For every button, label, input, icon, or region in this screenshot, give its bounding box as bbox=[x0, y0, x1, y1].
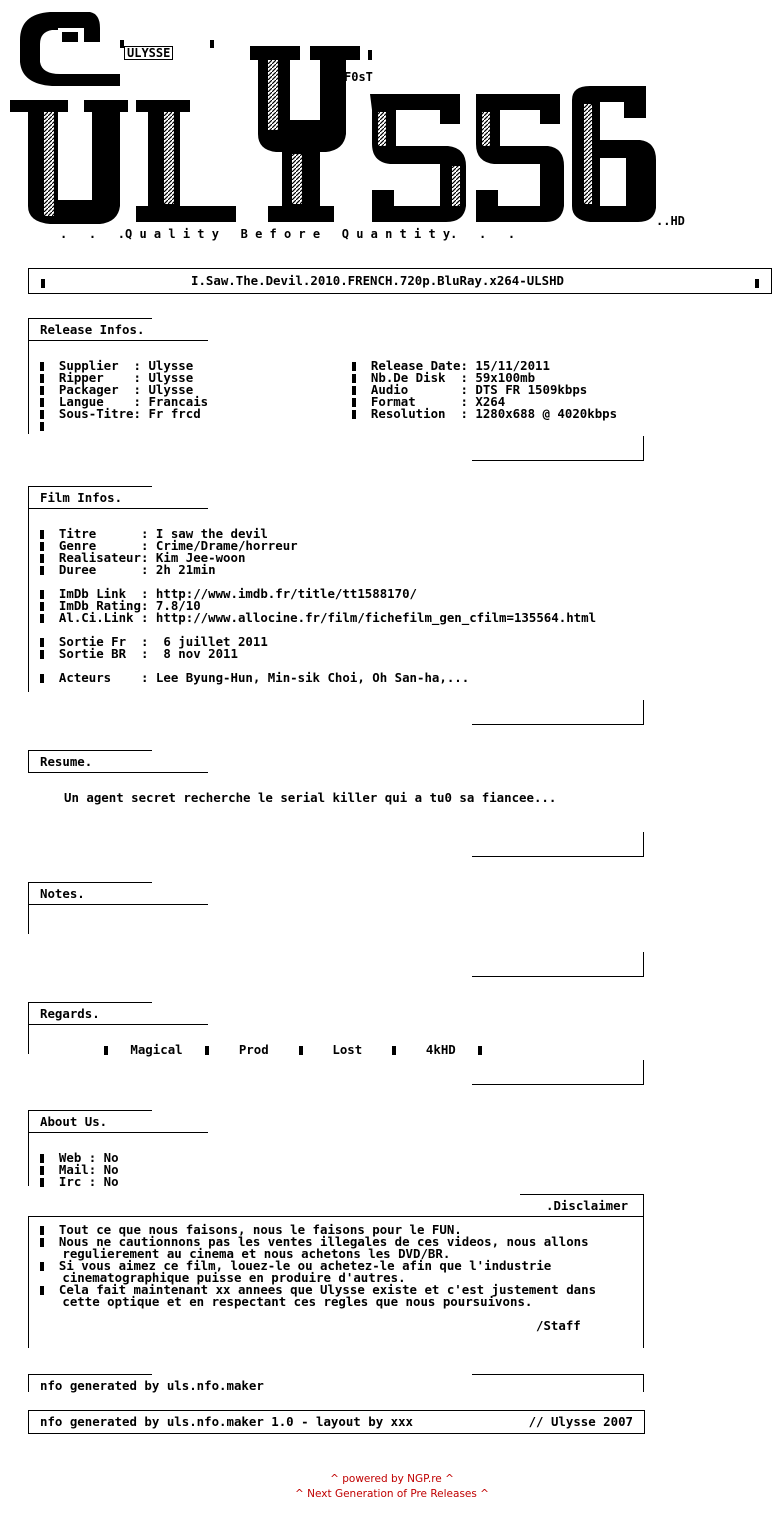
generator-short: nfo generated by uls.nfo.maker bbox=[40, 1378, 264, 1393]
about-body bbox=[40, 1152, 119, 1188]
disclaimer-line: regulierement au cinema et nous achetons les DVD/BR. bbox=[62, 1246, 451, 1261]
info-line bbox=[40, 420, 208, 432]
about-heading: About Us. bbox=[40, 1114, 108, 1129]
disclaimer-line: cinematographique puisse en produire d'autres. bbox=[62, 1270, 406, 1285]
resume-text: Un agent secret recherche le serial killer qui a tu0 sa fiancee... bbox=[64, 790, 557, 805]
regards-heading: Regards. bbox=[40, 1006, 100, 1021]
info-line: ImDb Link : http://www.imdb.fr/title/tt1588170/ bbox=[40, 588, 596, 600]
disclaimer-heading: .Disclaimer bbox=[546, 1198, 629, 1213]
info-line: Sous-Titre: Fr frcd bbox=[40, 408, 208, 420]
title-block-left-icon bbox=[41, 279, 45, 288]
logo-tagline: . . .Q u a l i t y B e f o r e Q u a n t i t y. . . bbox=[60, 227, 516, 241]
regards-name: Magical bbox=[130, 1042, 183, 1057]
disclaimer-signature: /Staff bbox=[536, 1318, 581, 1333]
info-line: Release Date: 15/11/2011 bbox=[352, 360, 617, 372]
release-infos-right bbox=[352, 360, 617, 420]
info-line: Sortie BR : 8 nov 2011 bbox=[40, 648, 596, 660]
release-title: I.Saw.The.Devil.2010.FRENCH.720p.BluRay.x264-ULSHD bbox=[191, 273, 564, 288]
regards-name: 4kHD bbox=[425, 1042, 456, 1057]
ulysse-logo bbox=[0, 0, 784, 250]
logo-credit: F0sT bbox=[344, 70, 373, 84]
info-line: Ripper : Ulysse bbox=[40, 372, 208, 384]
regards-names bbox=[104, 1044, 482, 1056]
info-line: Duree : 2h 21min bbox=[40, 564, 596, 576]
disclaimer-body bbox=[40, 1224, 596, 1308]
info-line: Resolution : 1280x688 @ 4020kbps bbox=[352, 408, 617, 420]
info-line: Realisateur: Kim Jee-woon bbox=[40, 552, 596, 564]
info-line: Sortie Fr : 6 juillet 2011 bbox=[40, 636, 596, 648]
info-line: Packager : Ulysse bbox=[40, 384, 208, 396]
info-line: Irc : No bbox=[40, 1176, 119, 1188]
info-line: ImDb Rating: 7.8/10 bbox=[40, 600, 596, 612]
release-title-box bbox=[28, 268, 772, 294]
disclaimer-line: Nous ne cautionnons pas les ventes illegales de ces videos, nous allons bbox=[40, 1236, 596, 1248]
disclaimer-line: Tout ce que nous faisons, nous le faisons pour le FUN. bbox=[40, 1224, 596, 1236]
footer-tagline: ^ Next Generation of Pre Releases ^ bbox=[295, 1488, 489, 1500]
info-line: Nb.De Disk : 59x100mb bbox=[352, 372, 617, 384]
release-infos-heading: Release Infos. bbox=[40, 322, 145, 337]
notes-heading: Notes. bbox=[40, 886, 85, 901]
logo-art-icon bbox=[0, 0, 784, 250]
generator-long: nfo generated by uls.nfo.maker 1.0 - layout by xxx bbox=[40, 1414, 413, 1429]
regards-name: Prod bbox=[238, 1042, 269, 1057]
title-block-right-icon bbox=[755, 279, 759, 288]
regards-name: Lost bbox=[332, 1042, 363, 1057]
info-line: Langue : Francais bbox=[40, 396, 208, 408]
film-infos-body bbox=[40, 528, 596, 684]
disclaimer-line: Si vous aimez ce film, louez-le ou achetez-le afin que l'industrie bbox=[40, 1260, 596, 1272]
footer-powered-by: ^ powered by NGP.re ^ bbox=[330, 1473, 454, 1485]
release-infos-left bbox=[40, 360, 208, 432]
generator-long-box bbox=[28, 1410, 645, 1434]
info-line: Titre : I saw the devil bbox=[40, 528, 596, 540]
info-line: Al.Ci.Link : http://www.allocine.fr/film/fichefilm_gen_cfilm=135564.html bbox=[40, 612, 596, 624]
info-line: Acteurs : Lee Byung-Hun, Min-sik Choi, Oh San-ha,... bbox=[40, 672, 596, 684]
info-line: Web : No bbox=[40, 1152, 119, 1164]
logo-badge: ULYSSE bbox=[124, 46, 173, 60]
info-line: Supplier : Ulysse bbox=[40, 360, 208, 372]
info-line: Genre : Crime/Drame/horreur bbox=[40, 540, 596, 552]
info-line: Audio : DTS FR 1509kbps bbox=[352, 384, 617, 396]
film-infos-heading: Film Infos. bbox=[40, 490, 123, 505]
resume-heading: Resume. bbox=[40, 754, 93, 769]
disclaimer-line: Cela fait maintenant xx annees que Ulysse existe et c'est justement dans bbox=[40, 1284, 596, 1296]
disclaimer-line: cette optique et en respectant ces regles que nous poursuivons. bbox=[62, 1294, 533, 1309]
generator-credit: // Ulysse 2007 bbox=[528, 1414, 633, 1429]
info-line: Format : X264 bbox=[352, 396, 617, 408]
info-line: Mail: No bbox=[40, 1164, 119, 1176]
logo-suffix: ..HD bbox=[656, 214, 685, 228]
